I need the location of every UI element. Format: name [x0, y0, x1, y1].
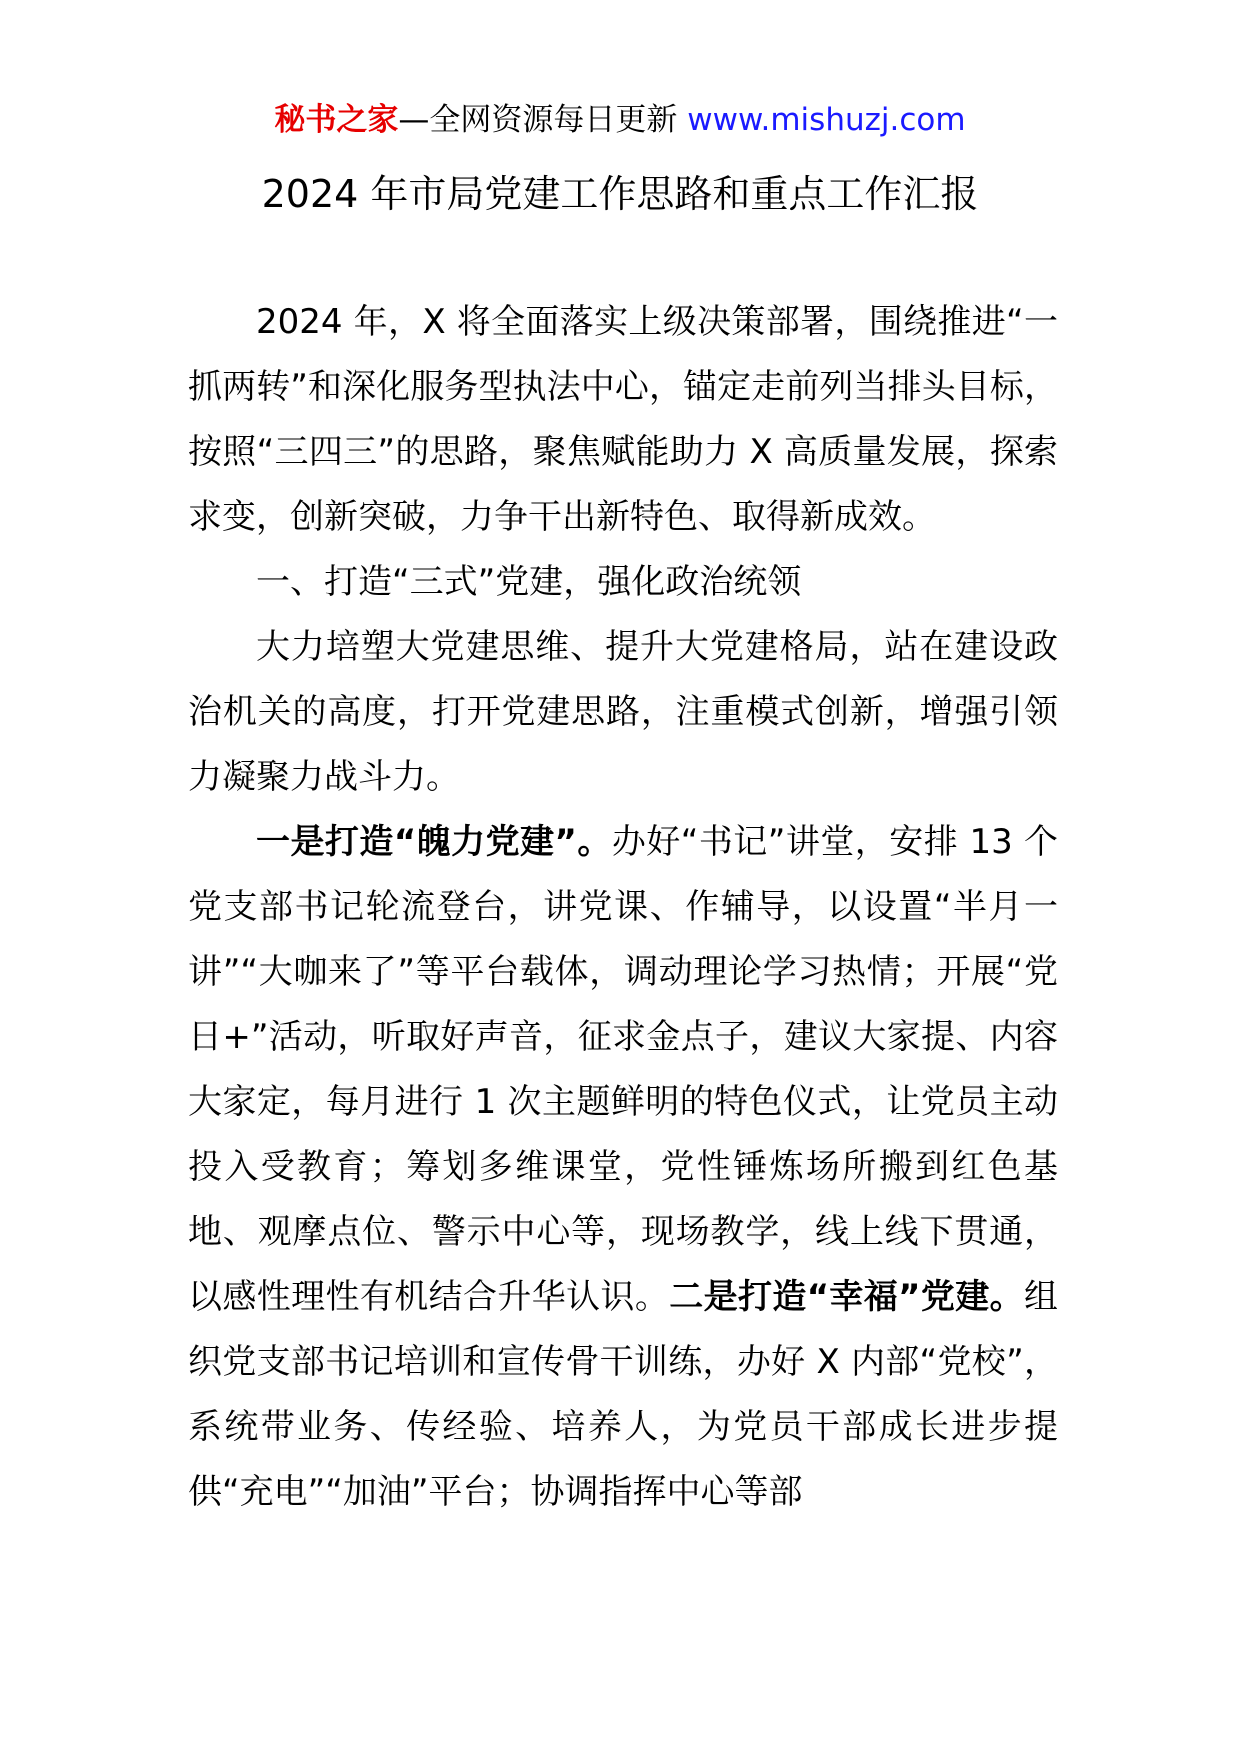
section-1-detail	[188, 810, 1058, 1525]
site-url-link[interactable]: www.mishuzj.com	[687, 102, 966, 138]
point-1-heading: 一是打造“魄力党建”。	[256, 822, 612, 862]
point-2-text: 组织党支部书记培训和宣传骨干训练，办好 X 内部“党校”，系统带业务、传经验、培养人，为党员干部成长进步提供“充电”“加油”平台；协调指挥中心等部	[188, 1277, 1059, 1512]
section-1-summary: 大力培塑大党建思维、提升大党建格局，站在建设政治机关的高度，打开党建思路，注重模式创新，增强引领力凝聚力战斗力。	[188, 627, 1058, 797]
document-body	[188, 290, 1058, 1525]
banner-dash: —	[398, 102, 430, 138]
site-banner	[0, 100, 1240, 140]
document-title: 2024 年市局党建工作思路和重点工作汇报	[261, 172, 979, 216]
section-heading-1: 一、打造“三式”党建，强化政治统领	[256, 562, 802, 602]
point-2-heading: 二是打造“幸福”党建。	[669, 1277, 1025, 1317]
point-1-text: 办好“书记”讲堂，安排 13 个党支部书记轮流登台，讲党课、作辅导，以设置“半月一讲”“大咖来了”等平台载体，调动理论学习热情；开展“党日+”活动，听取好声音，征求金点子，建议大家提、内容大家定，每月进行 1 次主题鲜明的特色仪式，让党员主动投入受教育；筹划多维课堂，党性锤炼场所搬到红色基地、观摩点位、警示中心等，现场教学，线上线下贯通，以感性理性有机结合升华认识。	[188, 822, 1058, 1317]
brand-name: 秘书之家	[274, 102, 399, 138]
intro-paragraph: 2024 年，X 将全面落实上级决策部署，围绕推进“一抓两转”和深化服务型执法中心，锚定走前列当排头目标，按照“三四三”的思路，聚焦赋能助力 X 高质量发展，探索求变，创新突破，力争干出新特色、取得新成效。	[188, 302, 1058, 537]
banner-slogan: 全网资源每日更新	[429, 102, 678, 138]
